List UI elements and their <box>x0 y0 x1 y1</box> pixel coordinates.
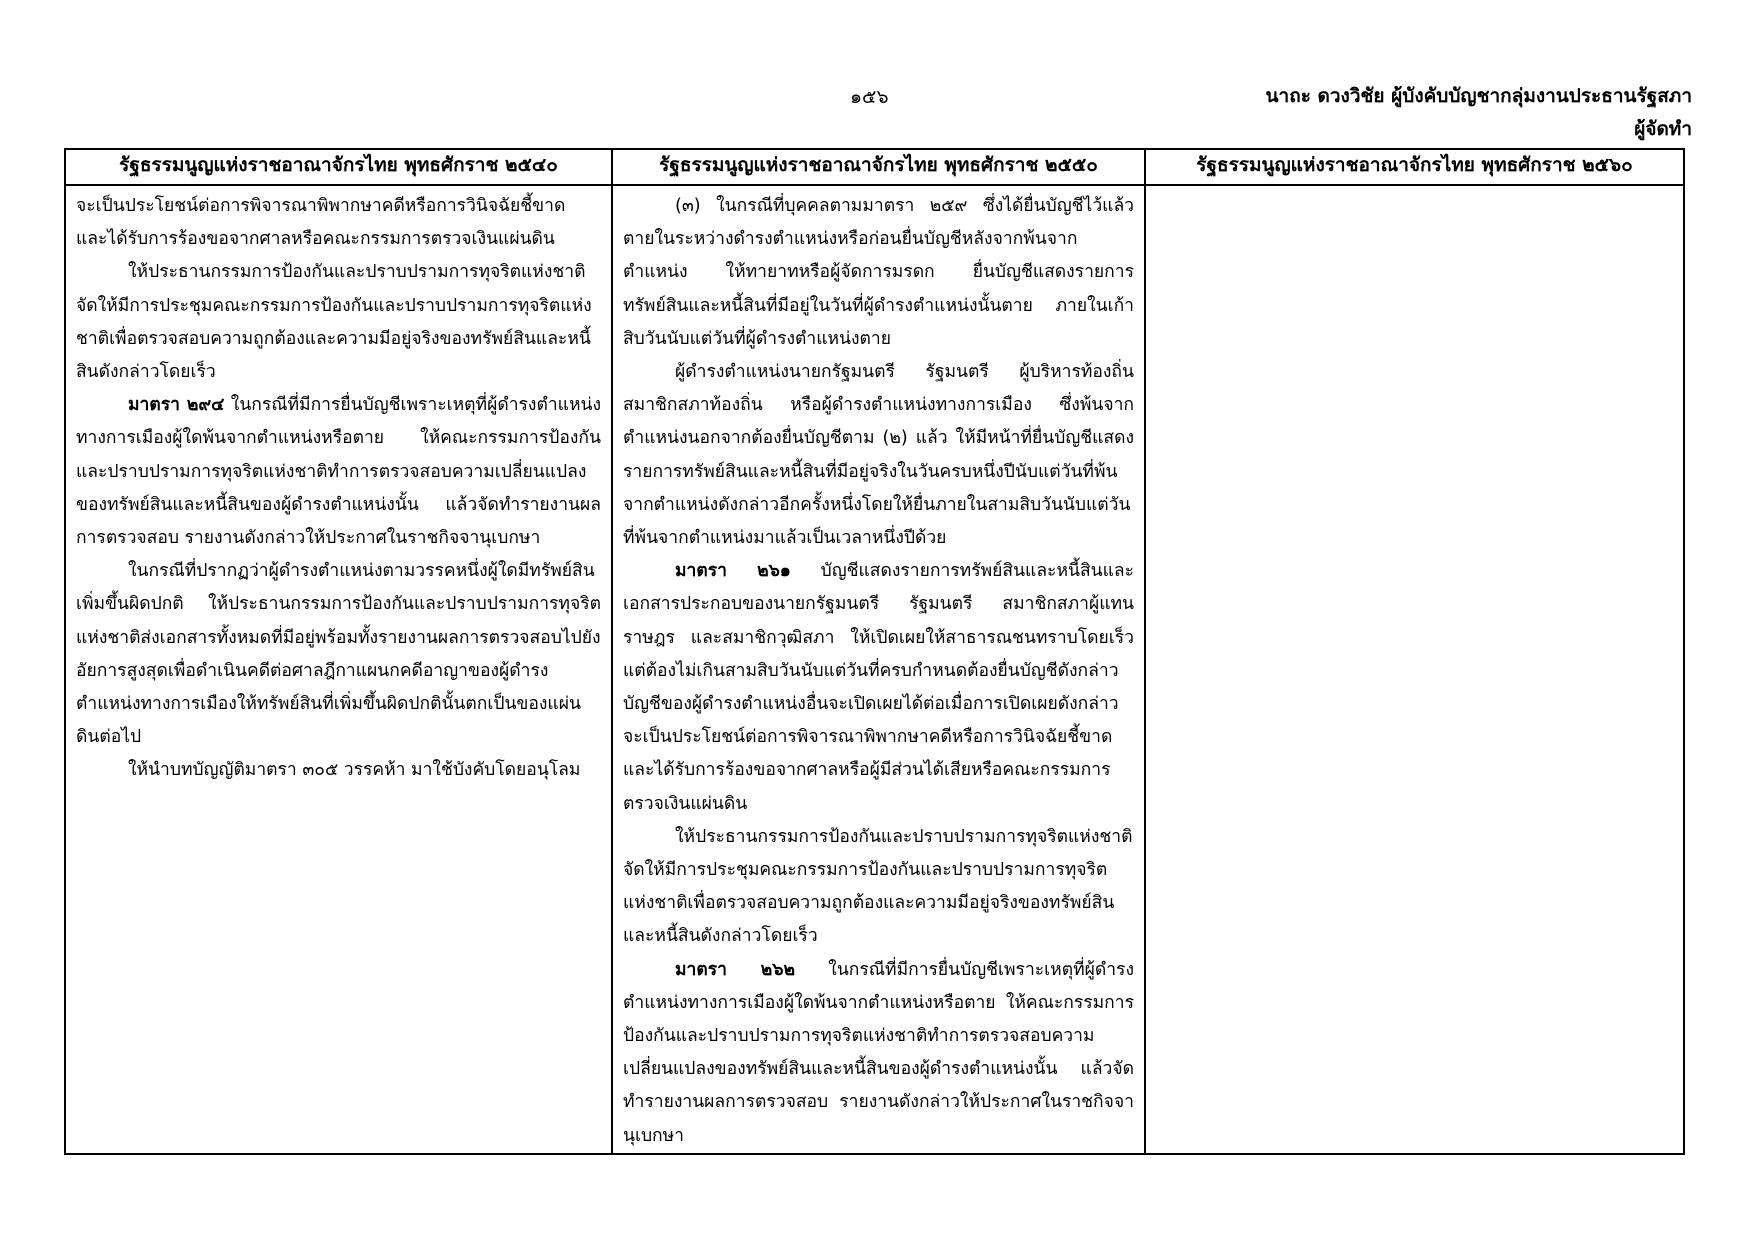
section-text: ในกรณีที่มีการยื่นบัญชีเพราะเหตุที่ผู้ดำรงตำแหน่งทางการเมืองผู้ใดพ้นจากตำแหน่งหรือตาย ให้คณะกรรมการป้องกันและปราบปรามการทุจริตแห่งชาติทำการตรวจสอบความเปลี่ยนแปลงของทรัพย์สินและหนี้สินของผู้ดำรงตำแหน่งนั้น แล้วจัดทำรายงานผลการตรวจสอบ รายงานดังกล่าวให้ประกาศในราชกิจจานุเบกษา <box>76 395 601 549</box>
author-block <box>1266 80 1692 146</box>
column-2550-content <box>612 185 1145 1154</box>
author-name: นาถะ ดวงวิชัย ผู้บังคับบัญชากลุ่มงานประธานรัฐสภา <box>1265 85 1692 107</box>
paragraph: ผู้ดำรงตำแหน่งนายกรัฐมนตรี รัฐมนตรี ผู้บริหารท้องถิ่น สมาชิกสภาท้องถิ่น หรือผู้ดำรงตำแหน่งทางการเมือง ซึ่งพ้นจากตำแหน่งนอกจากต้องยื่นบัญชีตาม (๒) แล้ว ให้มีหน้าที่ยื่นบัญชีแสดงรายการทรัพย์สินและหนี้สินที่มีอยู่จริงในวันครบหนึ่งปีนับแต่วันที่พ้นจากตำแหน่งดังกล่าวอีกครั้งหนึ่งโดยให้ยื่นภายในสามสิบวันนับแต่วันที่พ้นจากตำแหน่งมาแล้วเป็นเวลาหนึ่งปีด้วย <box>623 362 1134 549</box>
author-role: ผู้จัดทำ <box>1634 118 1692 140</box>
table-header-row <box>65 149 1684 185</box>
section-paragraph <box>76 389 601 555</box>
column-header-2550: รัฐธรรมนูญแห่งราชอาณาจักรไทย พุทธศักราช ๒๕๕๐ <box>612 149 1145 185</box>
section-text: บัญชีแสดงรายการทรัพย์สินและหนี้สินและเอกสารประกอบของนายกรัฐมนตรี รัฐมนตรี สมาชิกสภาผู้แทนราษฎร และสมาชิกวุฒิสภา ให้เปิดเผยให้สาธารณชนทราบโดยเร็วแต่ต้องไม่เกินสามสิบวันนับแต่วันที่ครบกำหนดต้องยื่นบัญชีดังกล่าว บัญชีของผู้ดำรงตำแหน่งอื่นจะเปิดเผยได้ต่อเมื่อการเปิดเผยดังกล่าวจะเป็นประโยชน์ต่อการพิจารณาพิพากษาคดีหรือการวินิจฉัยชี้ขาด และได้รับการร้องขอจากศาลหรือผู้มีส่วนได้เสียหรือคณะกรรมการตรวจเงินแผ่นดิน <box>623 561 1134 814</box>
comparison-table <box>64 148 1685 1155</box>
column-header-2540: รัฐธรรมนูญแห่งราชอาณาจักรไทย พุทธศักราช ๒๕๔๐ <box>65 149 612 185</box>
table-row <box>65 185 1684 1154</box>
column-2560-content <box>1145 185 1684 1154</box>
paragraph: ให้นำบทบัญญัติมาตรา ๓๐๕ วรรคห้า มาใช้บังคับโดยอนุโลม <box>128 760 581 781</box>
paragraph: ให้ประธานกรรมการป้องกันและปราบปรามการทุจริตแห่งชาติจัดให้มีการประชุมคณะกรรมการป้องกันและปราบปรามการทุจริตแห่งชาติเพื่อตรวจสอบความถูกต้องและความมีอยู่จริงของทรัพย์สินและหนี้สินดังกล่าวโดยเร็ว <box>623 826 1133 947</box>
section-paragraph <box>623 954 1134 1153</box>
section-number: มาตรา ๒๖๒ <box>675 959 795 980</box>
section-number: มาตรา ๒๖๑ <box>675 561 791 582</box>
section-text: ในกรณีที่มีการยื่นบัญชีเพราะเหตุที่ผู้ดำรงตำแหน่งทางการเมืองผู้ใดพ้นจากตำแหน่งหรือตาย ให้คณะกรรมการป้องกันและปราบปรามการทุจริตแห่งชาติทำการตรวจสอบความเปลี่ยนแปลงของทรัพย์สินและหนี้สินของผู้ดำรงตำแหน่งนั้น แล้วจัดทำรายงานผลการตรวจสอบ รายงานดังกล่าวให้ประกาศในราชกิจจานุเบกษา <box>623 959 1134 1146</box>
page-number: ๑๕๖ <box>850 86 889 108</box>
column-header-2560: รัฐธรรมนูญแห่งราชอาณาจักรไทย พุทธศักราช ๒๕๖๐ <box>1145 149 1684 185</box>
column-2540-content <box>65 185 612 1154</box>
paragraph: ในกรณีที่ปรากฏว่าผู้ดำรงตำแหน่งตามวรรคหนึ่งผู้ใดมีทรัพย์สินเพิ่มขึ้นผิดปกติ ให้ประธานกรรมการป้องกันและปราบปรามการทุจริตแห่งชาติส่งเอกสารทั้งหมดที่มีอยู่พร้อมทั้งรายงานผลการตรวจสอบไปยังอัยการสูงสุดเพื่อดำเนินคดีต่อศาลฎีกาแผนกคดีอาญาของผู้ดำรงตำแหน่งทางการเมืองให้ทรัพย์สินที่เพิ่มขึ้นผิดปกตินั้นตกเป็นของแผ่นดินต่อไป <box>76 561 601 748</box>
section-number: มาตรา ๒๙๔ <box>128 395 225 416</box>
section-paragraph <box>623 555 1134 821</box>
paragraph: (๓) ในกรณีที่บุคคลตามมาตรา ๒๕๙ ซึ่งได้ยื่นบัญชีไว้แล้วตายในระหว่างดำรงตำแหน่งหรือก่อนยื่นบัญชีหลังจากพ้นจากตำแหน่ง ให้ทายาทหรือผู้จัดการมรดก ยื่นบัญชีแสดงรายการทรัพย์สินและหนี้สินที่มีอยู่ในวันที่ผู้ดำรงตำแหน่งนั้นตาย ภายในเก้าสิบวันนับแต่วันที่ผู้ดำรงตำแหน่งตาย <box>623 196 1134 349</box>
paragraph: ให้ประธานกรรมการป้องกันและปราบปรามการทุจริตแห่งชาติจัดให้มีการประชุมคณะกรรมการป้องกันและปราบปรามการทุจริตแห่งชาติเพื่อตรวจสอบความถูกต้องและความมีอยู่จริงของทรัพย์สินและหนี้สินดังกล่าวโดยเร็ว <box>76 262 592 383</box>
paragraph: จะเป็นประโยชน์ต่อการพิจารณาพิพากษาคดีหรือการวินิจฉัยชี้ขาด และได้รับการร้องขอจากศาลหรือคณะกรรมการตรวจเงินแผ่นดิน <box>76 196 566 250</box>
